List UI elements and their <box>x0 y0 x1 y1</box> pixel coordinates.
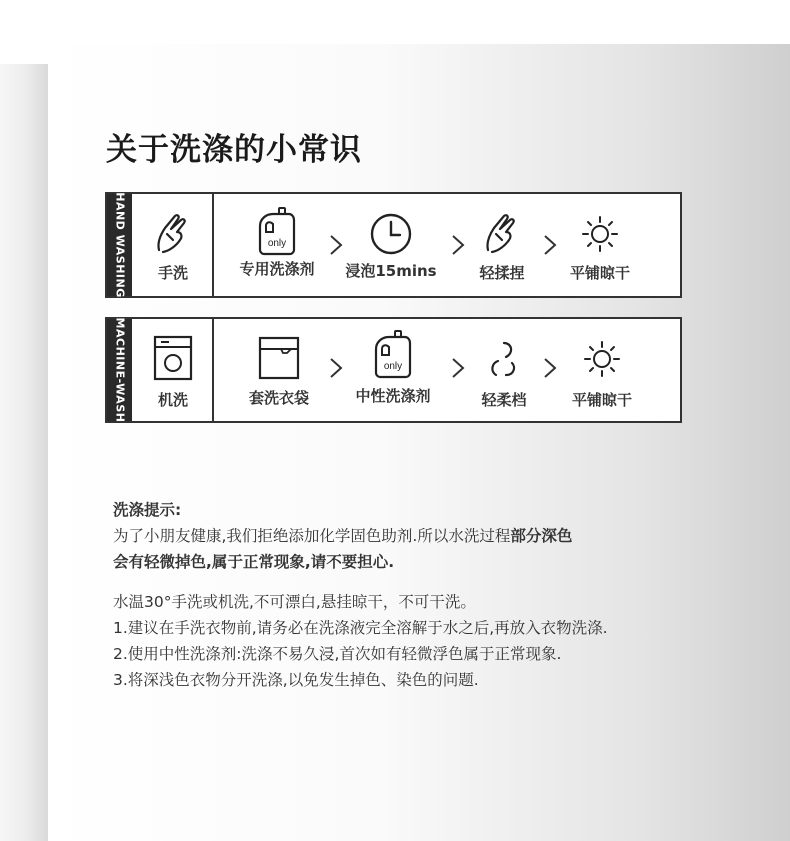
gentle-cycle-icon <box>482 339 526 379</box>
machine-step-label-3: 轻柔档 <box>481 391 527 409</box>
sun-icon <box>580 214 620 254</box>
tips-heading: 洗涤提示: <box>113 501 182 519</box>
left-page-edge <box>0 64 48 841</box>
machine-step-label-4: 平铺晾干 <box>571 391 632 409</box>
washing-tips <box>113 497 753 693</box>
machine-wash-panel <box>105 317 682 423</box>
machine-step-label-1: 套洗衣袋 <box>248 389 309 407</box>
tips-line-1-normal: 为了小朋友健康,我们拒绝添加化学固色助剂.所以水洗过程 <box>113 527 511 545</box>
hand-step-dry <box>555 214 645 283</box>
machine-step-detergent <box>341 329 445 406</box>
tips-line-6: 3.将深浅色衣物分开洗涤,以免发生掉色、染色的问题. <box>113 671 479 689</box>
hand-step-label-1: 专用洗涤剂 <box>239 260 315 278</box>
machine-panel-divider <box>212 319 214 421</box>
tips-line-1-bold: 部分深色 <box>510 527 573 545</box>
hand-step-label-4: 平铺晾干 <box>569 264 630 282</box>
tips-line-1 <box>113 523 753 549</box>
machine-wash-cell <box>143 335 203 410</box>
hand-washing-panel <box>105 192 682 298</box>
tips-line-2 <box>113 549 753 575</box>
detergent-bottle-icon <box>373 329 413 379</box>
hand-step-detergent <box>225 206 329 279</box>
hand-wash-label: 手洗 <box>157 264 188 282</box>
hand-step-knead <box>465 210 539 283</box>
machine-wash-tab <box>107 319 132 421</box>
tips-line-2-bold: 会有轻微掉色,属于正常现象,请不要担心. <box>113 553 395 571</box>
clock-icon <box>369 212 413 256</box>
page-title: 关于洗涤的小常识 <box>106 132 362 168</box>
tips-line-5: 2.使用中性洗涤剂:洗涤不易久浸,首次如有轻微浮色属于正常现象. <box>113 645 562 663</box>
hand-washing-tab-label: HAND WASHING <box>113 192 126 298</box>
only-text: only <box>383 361 403 372</box>
laundry-bag-icon <box>257 335 301 381</box>
hand-icon <box>482 210 522 256</box>
tips-line-3: 水温30°手洗或机洗,不可漂白,悬挂晾干，不可干洗。 <box>113 593 476 611</box>
machine-step-laundry-bag <box>227 335 331 408</box>
hand-step-label-3: 轻揉捏 <box>479 264 525 282</box>
machine-step-label-2: 中性洗涤剂 <box>355 387 431 405</box>
hand-washing-tab <box>107 194 132 296</box>
machine-wash-tab-label: MACHINE-WASH <box>113 317 126 423</box>
detergent-bottle-icon <box>257 206 297 256</box>
tips-line-4: 1.建议在手洗衣物前,请务必在洗涤液完全溶解于水之后,再放入衣物洗涤. <box>113 619 608 637</box>
hand-wash-cell <box>143 210 203 283</box>
chevron-right-icon <box>451 234 465 256</box>
hand-step-soak <box>339 212 443 281</box>
chevron-right-icon <box>451 357 465 379</box>
hand-panel-divider <box>212 194 214 296</box>
hand-step-label-2: 浸泡15mins <box>345 262 437 280</box>
machine-wash-label: 机洗 <box>157 391 188 409</box>
only-text: only <box>267 238 287 249</box>
machine-step-gentle <box>467 339 541 410</box>
sun-icon <box>582 339 622 379</box>
washing-machine-icon <box>153 335 193 381</box>
machine-step-dry <box>557 339 647 410</box>
hand-icon <box>153 210 193 256</box>
chevron-right-icon <box>543 357 557 379</box>
